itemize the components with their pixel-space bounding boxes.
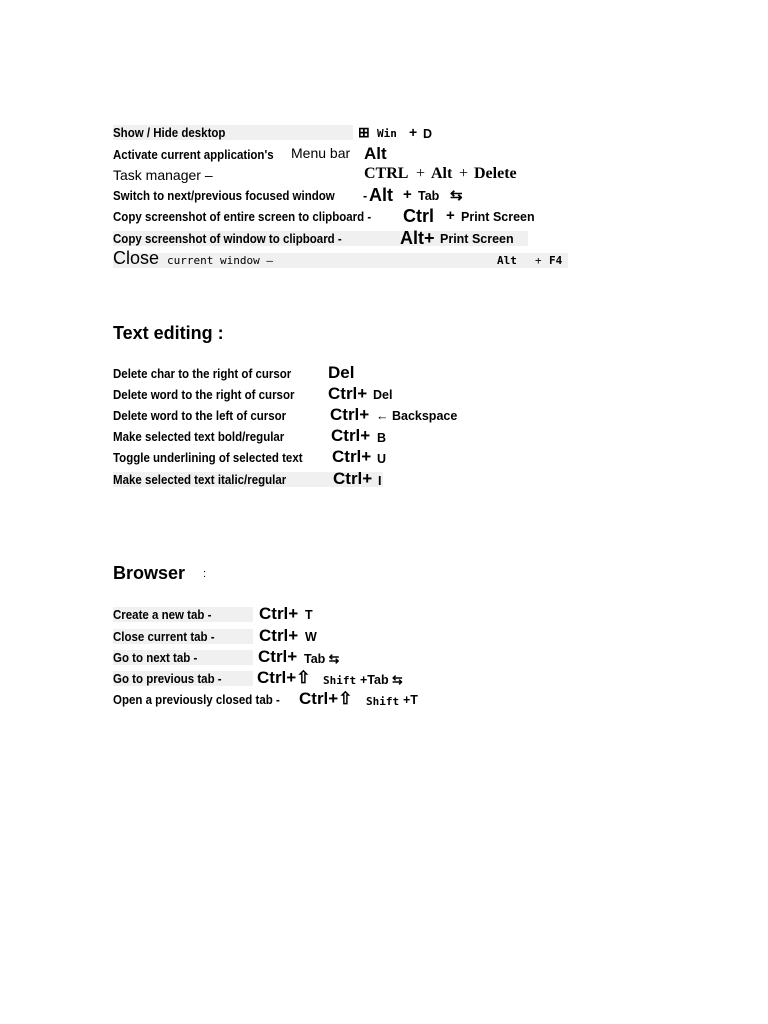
shortcut-key-small: ← Backspace bbox=[376, 409, 458, 423]
shortcut-key: Ctrl+ bbox=[330, 405, 370, 424]
shortcut-key-small: Tab ⇆ bbox=[304, 652, 340, 666]
shortcut-key: Ctrl+⇧ bbox=[299, 689, 353, 708]
shortcut-key: Ctrl+ bbox=[331, 426, 371, 445]
shortcut-key: Alt bbox=[369, 185, 393, 205]
shortcut-key: Print Screen bbox=[461, 210, 535, 224]
shortcut-description: Task manager – bbox=[113, 167, 213, 183]
shortcut-description: Activate current application's bbox=[113, 148, 274, 162]
shortcut-description: Copy screenshot of window to clipboard - bbox=[113, 232, 342, 246]
shortcut-description: Make selected text italic/regular bbox=[113, 473, 287, 487]
shortcut-key: Ctrl bbox=[403, 206, 434, 226]
dash: - bbox=[363, 189, 368, 203]
shortcut-key: D bbox=[423, 127, 433, 141]
plus-sign: + bbox=[409, 124, 418, 140]
section-heading-browser: Browser bbox=[113, 563, 186, 583]
section-heading-text-editing: Text editing : bbox=[113, 323, 224, 343]
shift-key: Shift bbox=[366, 695, 400, 708]
shortcut-key: Delete bbox=[474, 165, 517, 182]
plus-sign: + bbox=[416, 165, 426, 182]
shortcut-key: Ctrl+⇧ bbox=[257, 668, 311, 687]
shortcut-description: Make selected text bold/regular bbox=[113, 430, 285, 444]
shortcut-key: Del bbox=[328, 363, 355, 382]
shortcut-description: Close bbox=[113, 248, 160, 268]
shortcut-description-suffix: current window – bbox=[167, 254, 273, 267]
shortcut-description: Copy screenshot of entire screen to clipboard - bbox=[113, 210, 372, 224]
shortcut-description: Toggle underlining of selected text bbox=[113, 451, 303, 465]
shift-key: Shift bbox=[323, 674, 357, 687]
plus-sign: + bbox=[446, 207, 455, 224]
shortcut-key-small: W bbox=[305, 630, 317, 644]
shortcut-key: Win bbox=[377, 127, 397, 140]
shortcut-description: Create a new tab - bbox=[113, 608, 212, 622]
shortcut-key: Ctrl+ bbox=[332, 447, 372, 466]
shortcut-key: Ctrl+ bbox=[333, 469, 373, 488]
switch-arrows-icon: ⇆ bbox=[450, 187, 463, 204]
shortcut-key-small: +Tab ⇆ bbox=[360, 673, 403, 687]
shortcut-key: Ctrl+ bbox=[328, 384, 368, 403]
shortcut-key-small: Del bbox=[373, 388, 393, 402]
plus-sign: + bbox=[459, 165, 469, 182]
shortcut-description-suffix: Menu bar bbox=[291, 145, 351, 161]
heading-colon: : bbox=[203, 568, 207, 580]
shortcut-key-small: B bbox=[377, 431, 387, 445]
shortcut-key: F4 bbox=[549, 254, 563, 267]
shortcut-key-small: U bbox=[377, 452, 387, 466]
shortcut-key-small: +T bbox=[403, 693, 418, 707]
shortcut-key: Ctrl+ bbox=[259, 626, 299, 645]
shortcut-key: Tab bbox=[418, 189, 440, 203]
shortcut-description: Delete char to the right of cursor bbox=[113, 367, 292, 381]
shortcut-description: Delete word to the left of cursor bbox=[113, 409, 287, 423]
shortcut-description: Open a previously closed tab - bbox=[113, 693, 280, 707]
plus-sign: + bbox=[403, 186, 412, 203]
shortcut-key: Ctrl+ bbox=[259, 604, 299, 623]
shortcut-key: Alt bbox=[364, 144, 387, 163]
plus-sign: + bbox=[535, 254, 542, 267]
shortcut-description: Go to next tab - bbox=[113, 651, 198, 665]
shortcut-key-small: T bbox=[305, 608, 313, 622]
shortcut-key: Alt bbox=[497, 254, 517, 267]
shortcut-key: Ctrl+ bbox=[258, 647, 298, 666]
shortcut-description: Go to previous tab - bbox=[113, 672, 222, 686]
shortcut-description: Delete word to the right of cursor bbox=[113, 388, 295, 402]
shortcut-description: Show / Hide desktop bbox=[113, 126, 226, 140]
shortcut-description: Switch to next/previous focused window bbox=[113, 189, 335, 203]
shortcut-description: Close current tab - bbox=[113, 630, 215, 644]
shortcut-key-small: I bbox=[378, 474, 382, 488]
windows-key-icon: ⊞ bbox=[358, 124, 370, 140]
shortcut-key: Alt+ bbox=[400, 228, 435, 248]
shortcut-key: CTRL bbox=[364, 165, 409, 182]
shortcut-key: Alt bbox=[431, 165, 453, 182]
shortcut-key: Print Screen bbox=[440, 232, 514, 246]
